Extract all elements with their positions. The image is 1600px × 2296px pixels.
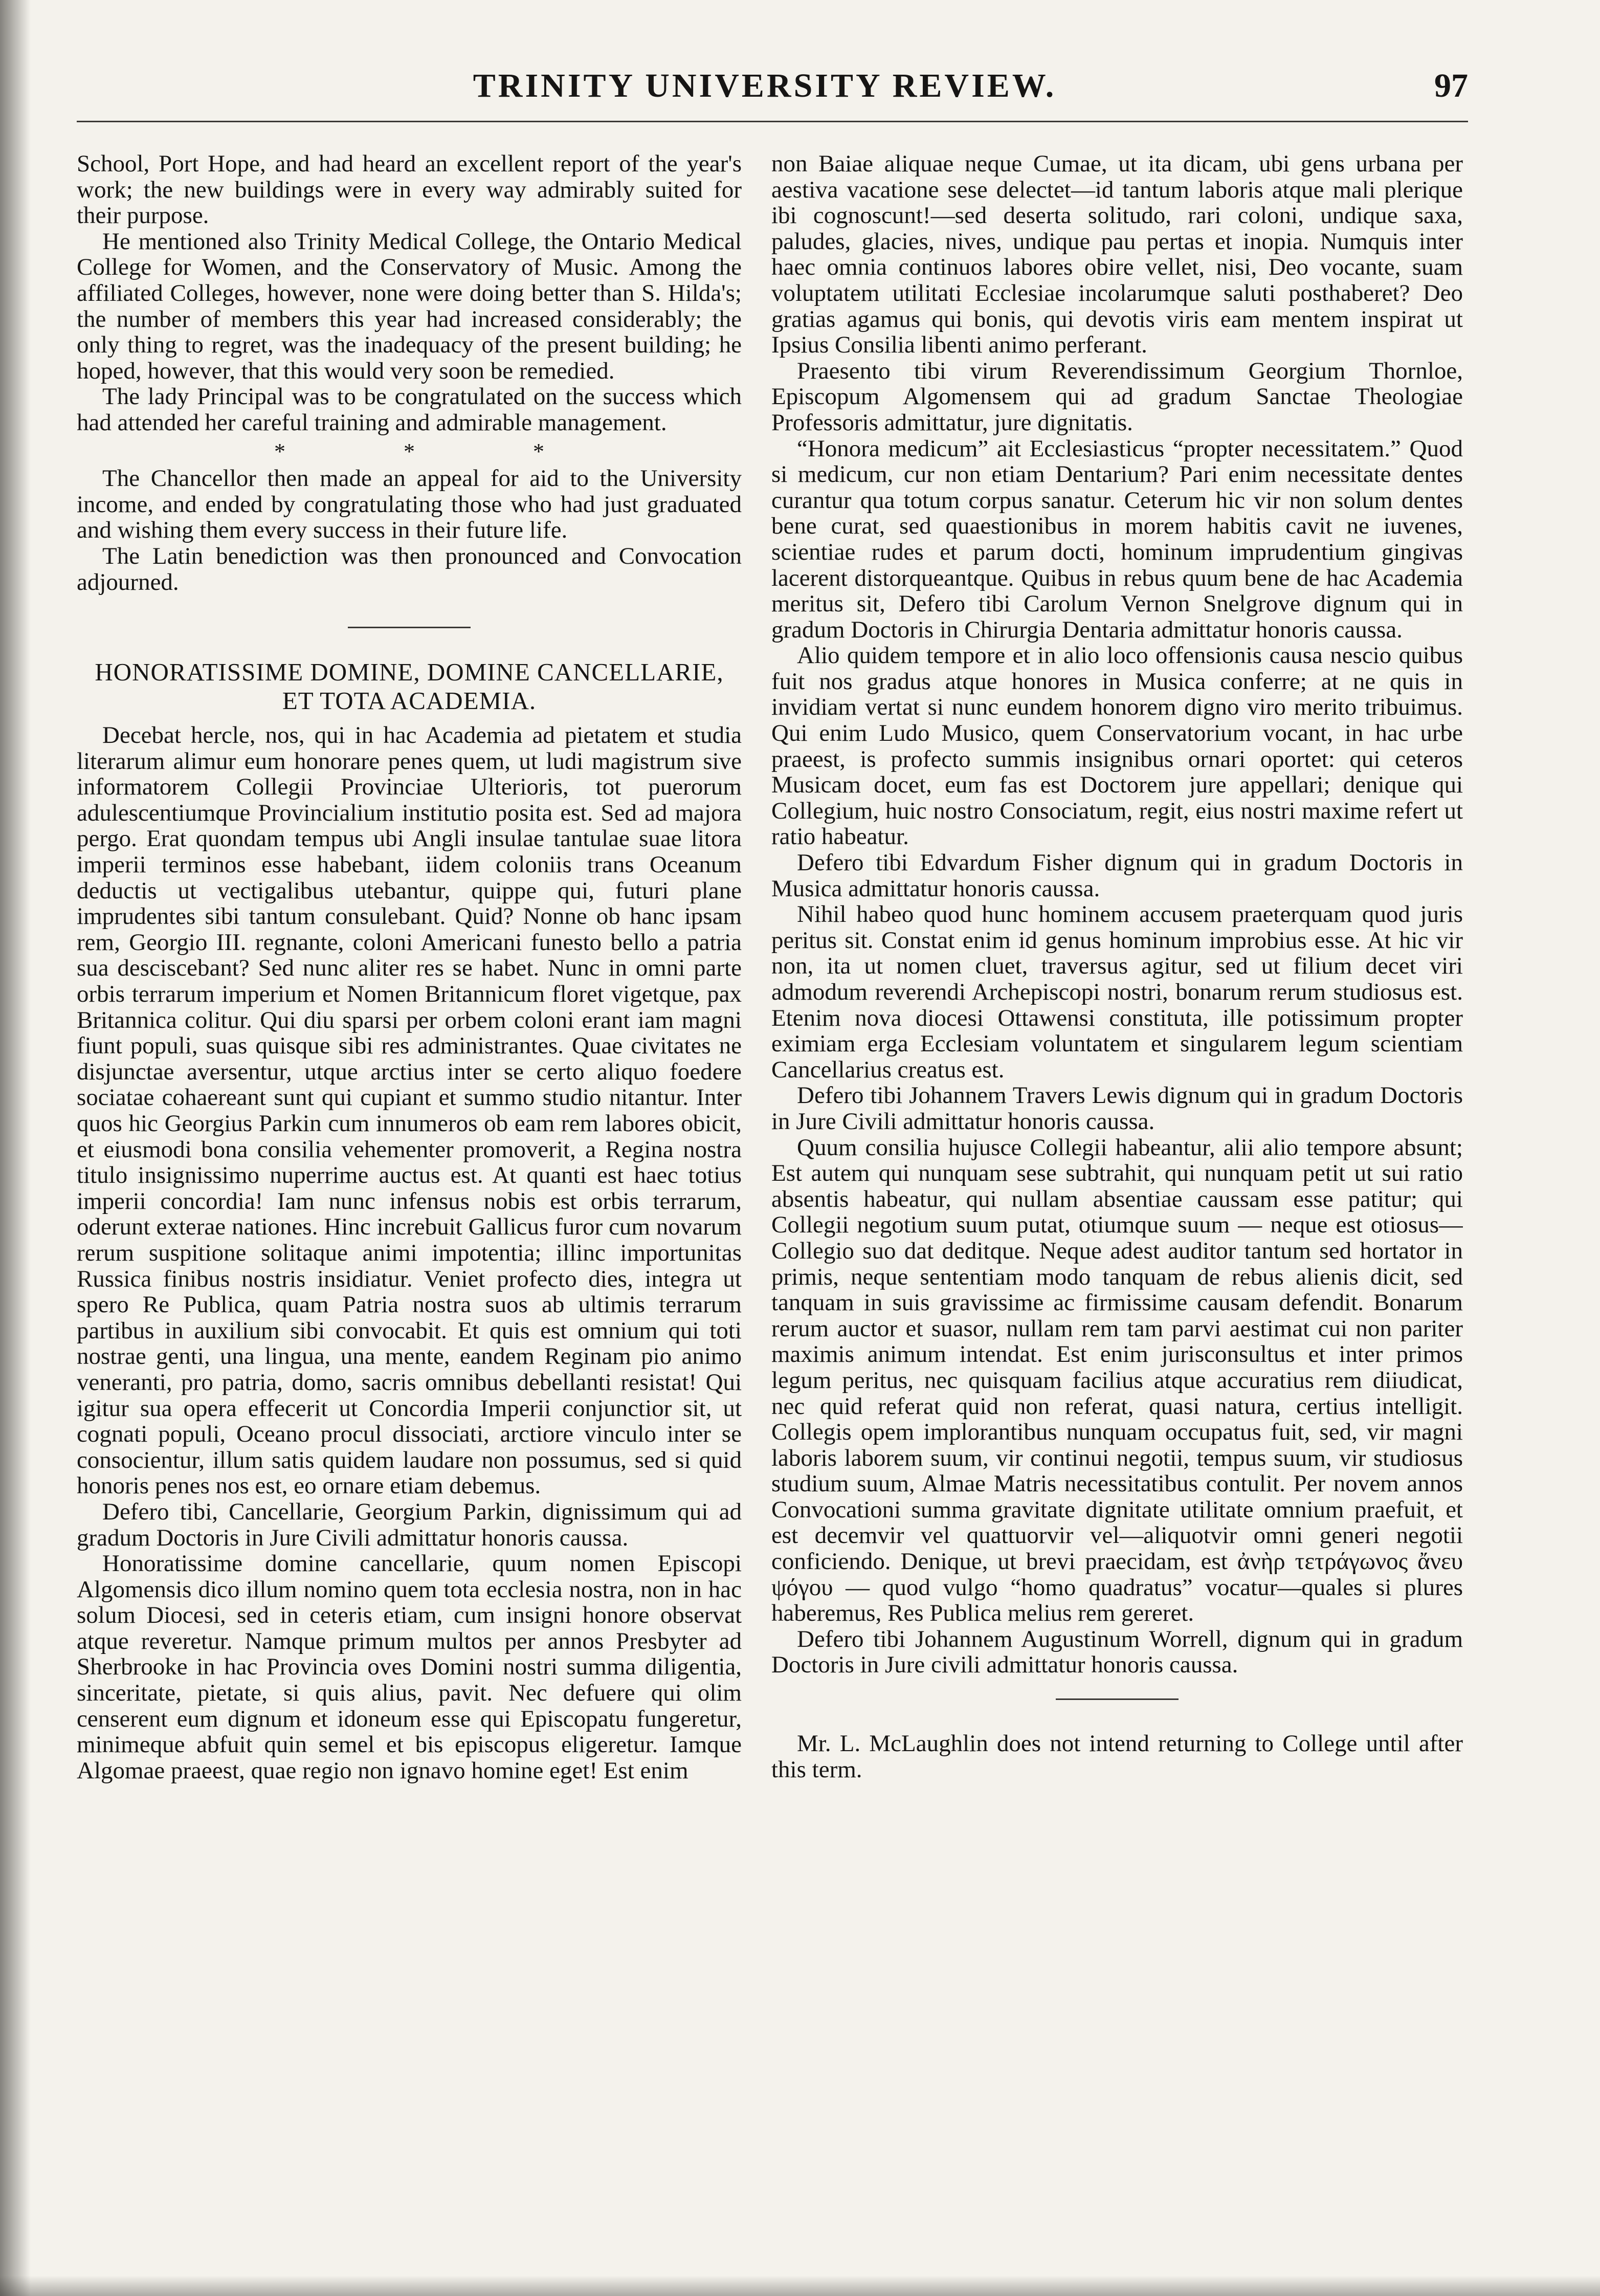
paragraph: Defero tibi Johannem Augustinum Worrell, dignum qui in gradum Doctoris in Jure civili admittatur honoris caussa. [771,1625,1463,1679]
paragraph: School, Port Hope, and had heard an excellent report of the year's work; the new buildings were in every way admirably suited for their purpose. [77,151,742,229]
paragraph: The Latin benediction was then pronounced and Convocation adjourned. [77,542,742,595]
paragraph: Decebat hercle, nos, qui in hac Academia ad pietatem et studia literarum alimur eum honorare penes quem, ut ludi magistrum sive informatorem Collegii Provinciae Ulterioris, tot puerorum adulescentiumque Provincialium institutio posita est. Sed ad majora pergo. Erat quondam tempus ubi Angli insulae tantulae suae litora imperii terminos esse habebant, iidem coloniis trans Oceanum deductis ut vectigalibus utebantur, quippe qui, futuri plane imprudentes sibi tantum consulebant. Quid? Nonne ob hanc ipsam rem, Georgio III. regnante, coloni Americani funesto bello a patria sua desciscebant? Sed nunc aliter res se habet. Nunc in omni parte orbis terrarum imperium et Nomen Britannicum floret vigetque, pax Britannica colitur. Qui diu sparsi per orbem coloni erant iam magni fiunt populi, suas quisque sibi res administrantes. Quae civitates ne disjunctae aversentur, utque arctius inter se certo aliquo foedere sociatae cohaereant sunt qui cupiant et summo studio nitantur. Inter quos hic Georgius Parkin cum innumeros ob eam rem labores obicit, et eiusmodi bona consilia vehementer promoverit, a Regina nostra titulo insignissimo nuperrime auctus est. At quanti est haec totius imperii concordia! Iam nunc infensus nobis est orbis terrarum, oderunt exterae nationes. Hinc increbuit Gallicus furor cum novarum rerum suspitione solitaque animi impotentia; illinc importunitas Russica finibus nostris insidiatur. Veniet profecto dies, integra ut spero Re Publica, quam Patria nostra suos ab ultimis terrarum partibus in auxilium sibi convocabit. Et quis est omnium qui toti nostrae genti, una lingua, una mente, eandem Reginam pio animo veneranti, pro patria, domo, sacris omnibus debellanti resistat! Qui igitur sua opera effecerit ut Concordia Imperii conjunctior sit, ut cognati populi, Oceano procul dissociati, arctiore vinculo inter se consocientur, illum satis quidem laudare non possumus, sed si quid honoris penes nos est, eo ornare etiam debemus. [77,722,742,1499]
paragraph: Alio quidem tempore et in alio loco offensionis causa nescio quibus fuit nos gradus atque honores in Musica conferre; at ne quis in invidiam vertat si nunc eundem honorem digno viro merito tribuimus. Qui enim Ludo Musico, quem Conservatorium vocant, in hac urbe praeest, is profecto summis insignibus ornari oportet: qui ceteros Musicam docet, eum fas est Doctorem jure appellari; denique qui Collegium, huic nostro Consociatum, regit, eius nostri maxime refert ut ratio habeatur. [771,642,1463,850]
closing-note: Mr. L. McLaughlin does not intend returning to College until after this term. [771,1730,1463,1783]
paragraph: The lady Principal was to be congratulated on the success which had attended her careful training and admirable management. [77,383,742,436]
paragraph: non Baiae aliquae neque Cumae, ut ita dicam, ubi gens urbana per aestiva vacatione sese delectet—id tantum laboris atque mali plerique ibi cognoscunt!—sed deserta solitudo, rari coloni, undique saxa, paludes, glacies, nives, undique pau pertas et inopia. Numquis inter haec omnia continuos labores obire vellet, nisi, Deo vocante, suam voluptatem utilitati Ecclesiae incolarumque saluti posthaberet? Deo gratias agamus qui bonis, qui devotis viris eam mentem inspirat ut Ipsius Consilia libenti animo perferant. [771,151,1463,359]
page-number: 97 [1434,67,1468,104]
section-divider [1056,1698,1179,1700]
header-rule [77,121,1468,122]
section-divider [348,627,471,628]
paragraph: Honoratissime domine cancellarie, quum nomen Episcopi Algomensis dico illum nomino quem tota ecclesia nostra, non in hac solum Diocesi, sed in ceteris etiam, cum insigni honore observat atque reveretur. Namque primum multos per annos Presbyter ad Sherbrooke in hac Provincia oves Domini nostri summa diligentia, sinceritate, pietate, si quis alius, pavit. Nec defuere qui olim censerent eum dignum et idoneum esse qui Episcopatu fungeretur, minimeque abfuit quin semel et bis episcopus eligeretur. Iamque Algomae praeest, quae regio non ignavo homine eget! Est enim [77,1550,742,1784]
page-header [61,67,1468,118]
right-column [771,151,1463,2238]
paragraph: He mentioned also Trinity Medical College, the Ontario Medical College for Women, and the Conservatory of Music. Among the affiliated Colleges, however, none were doing better than S. Hilda's; the number of members this year had increased considerably; the only thing to regret, was the inadequacy of the present building; he hoped, however, that this would very soon be remedied. [77,228,742,384]
page-bottom-edge [0,2276,1600,2296]
running-title: TRINITY UNIVERSITY REVIEW. [473,67,1057,104]
paragraph: Defero tibi, Cancellarie, Georgium Parkin, dignissimum qui ad gradum Doctoris in Jure Civili admittatur honoris caussa. [77,1498,742,1551]
paragraph: Defero tibi Johannem Travers Lewis dignum qui in gradum Doctoris in Jure Civili admittatur honoris caussa. [771,1082,1463,1135]
latin-address-heading: HONORATISSIME DOMINE, DOMINE CANCELLARIE, ET TOTA ACADEMIA. [95,658,724,715]
left-column [77,151,742,2238]
binding-shadow [0,0,31,2296]
paragraph: Praesento tibi virum Reverendissimum Georgium Thornloe, Episcopum Algomensem qui ad gradum Sanctae Theologiae Professoris admittatur, jure dignitatis. [771,357,1463,436]
section-break-stars: * * * [274,438,601,464]
paragraph: Defero tibi Edvardum Fisher dignum qui in gradum Doctoris in Musica admittatur honoris caussa. [771,849,1463,902]
paragraph: The Chancellor then made an appeal for aid to the University income, and ended by congratulating those who had just graduated and wishing them every success in their future life. [77,465,742,544]
paragraph: “Honora medicum” ait Ecclesiasticus “propter necessitatem.” Quod si medicum, cur non etiam Dentarium? Pari enim necessitate dentes curantur qua totum corpus sanatur. Ceterum hic vir non solum dentes bene curat, sed quaestionibus in morem habitis cavit ne iuvenes, scientiae rudes et parum docti, hominum imprudentium gingivas lacerent distorqueantque. Quibus in rebus quum bene de hac Academia meritus sit, Defero tibi Carolum Vernon Snelgrove dignum qui in gradum Doctoris in Chirurgia Dentaria admittatur honoris caussa. [771,435,1463,643]
paragraph: Nihil habeo quod hunc hominem accusem praeterquam quod juris peritus sit. Constat enim id genus hominum improbius esse. At hic vir non, ita ut nomen cluet, traversus agitur, sed ut filium decet viri admodum reverendi Archepiscopi nostri, bonarum rerum studiosus est. Etenim nova diocesi Ottawensi constituta, ille potissimum propter eximiam erga Ecclesiam voluntatem et singularem legum scientiam Cancellarius creatus est. [771,901,1463,1083]
paragraph: Quum consilia hujusce Collegii habeantur, alii alio tempore absunt; Est autem qui nunquam sese subtrahit, qui nunquam petit ut sui ratio absentis habeatur, qui nullam absentiae caussam esse patitur; qui Collegii negotium suum putat, otiumque suum — neque est otiosus—Collegio suo dat deditque. Neque adest auditor tantum sed hortator in primis, neque sententiam modo tanquam de rebus alienis dicit, sed tanquam in suis gravissime ac firmissime causam defendit. Bonarum rerum auctor et suasor, nullam rem tam parvi aestimat cui non pariter maximis animum intendat. Est enim jurisconsultus et inter primos legum peritus, nec quisquam facilius atque accuratius rem diiudicat, nec quid referat quid non referat, quasi natura, certius intelligit. Collegis opem implorantibus nunquam occupatus fuit, sed, vir magni laboris laborem suum, vir continui negotii, tempus suum, vir studiosus studium suum, Almae Matris necessitatibus contulit. Per novem annos Convocationi summa gravitate dignitate utilitate omnium praefuit, et est decemvir vel quattuorvir vel—aliquotvir omni generi negotii conficiendo. Denique, ut brevi praecidam, est ἀνὴρ τετράγωνος ἄνευ ψόγου — quod vulgo “homo quadratus” vocatur—quales si plures haberemus, Res Publica melius rem gereret. [771,1134,1463,1627]
